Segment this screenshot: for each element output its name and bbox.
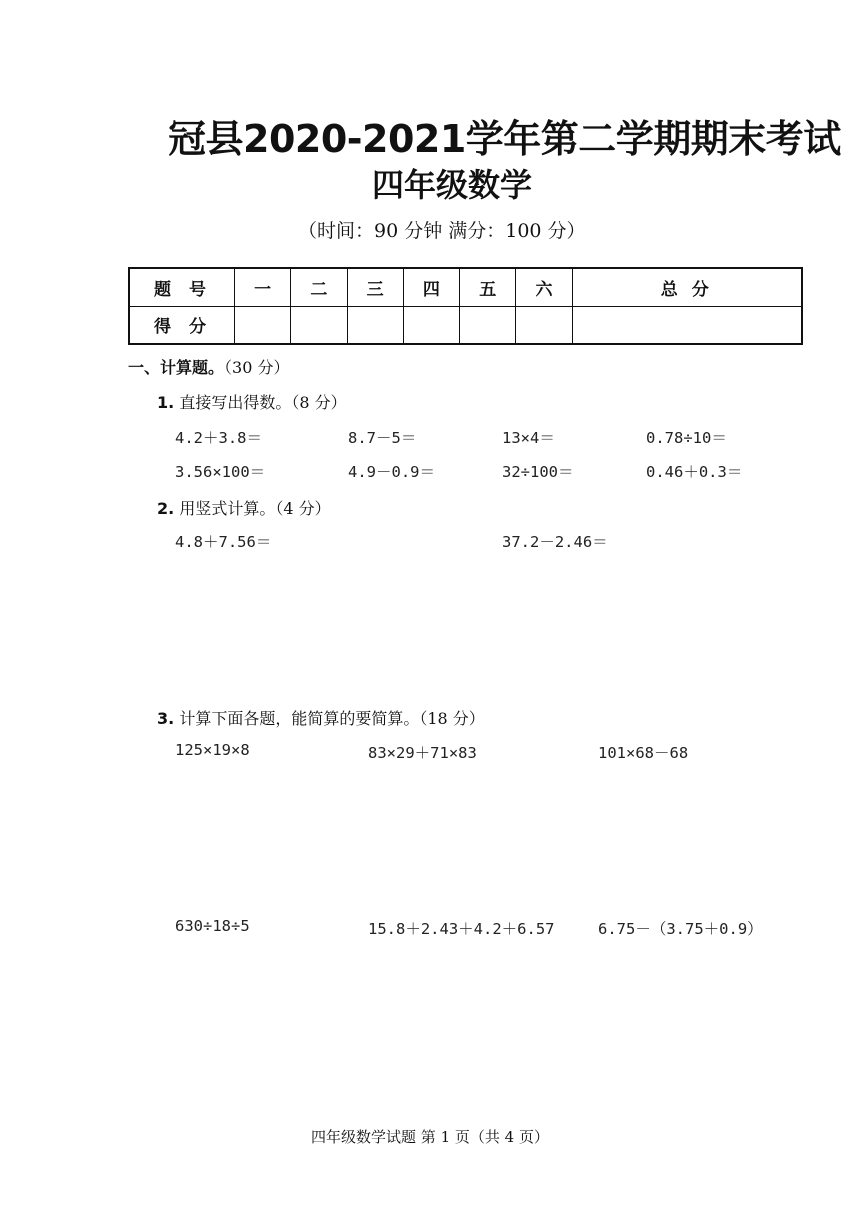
q2-item: 4.8＋7.56＝ bbox=[175, 533, 272, 551]
q3-item: 101×68－68 bbox=[598, 744, 689, 762]
score-cell-1[interactable] bbox=[235, 306, 291, 344]
col-header-4: 四 bbox=[403, 268, 459, 306]
page-footer: 四年级数学试题 第 1 页（共 4 页） bbox=[311, 1128, 549, 1146]
q1-item: 13×4＝ bbox=[502, 429, 555, 447]
q3-item: 83×29＋71×83 bbox=[368, 744, 477, 762]
q2-item: 37.2－2.46＝ bbox=[502, 533, 608, 551]
row-label-score: 得分 bbox=[129, 306, 235, 344]
q1-prompt bbox=[157, 390, 347, 413]
section-1-points: （30 分） bbox=[224, 358, 290, 377]
section-1-title: 一、计算题。 bbox=[128, 358, 225, 377]
q2-prompt bbox=[157, 496, 331, 519]
score-cell-total[interactable] bbox=[572, 306, 802, 344]
q1-item: 32÷100＝ bbox=[502, 463, 574, 481]
row-label-question-number: 题号 bbox=[129, 268, 235, 306]
col-header-1: 一 bbox=[235, 268, 291, 306]
q3-item: 125×19×8 bbox=[175, 741, 250, 759]
section-1-heading bbox=[128, 355, 289, 378]
q3-number: 3. bbox=[157, 709, 175, 728]
score-table bbox=[128, 267, 803, 345]
q3-text: 计算下面各题，能简算的要简算。（18 分） bbox=[179, 709, 485, 728]
score-cell-3[interactable] bbox=[347, 306, 403, 344]
time-info: （时间：90 分钟 满分：100 分） bbox=[298, 220, 586, 242]
q1-text: 直接写出得数。（8 分） bbox=[179, 393, 347, 412]
score-cell-2[interactable] bbox=[291, 306, 347, 344]
q1-item: 0.46＋0.3＝ bbox=[646, 463, 743, 481]
col-header-total: 总分 bbox=[572, 268, 802, 306]
col-header-5: 五 bbox=[460, 268, 516, 306]
q3-prompt bbox=[157, 706, 485, 729]
col-header-2: 二 bbox=[291, 268, 347, 306]
score-cell-6[interactable] bbox=[516, 306, 572, 344]
q2-number: 2. bbox=[157, 499, 175, 518]
col-header-3: 三 bbox=[347, 268, 403, 306]
q1-item: 8.7－5＝ bbox=[348, 429, 417, 447]
exam-subtitle: 四年级数学 bbox=[372, 166, 533, 204]
score-table-header-row bbox=[129, 268, 802, 306]
exam-title: 冠县2020-2021学年第二学期期末考试 bbox=[168, 117, 841, 161]
col-header-6: 六 bbox=[516, 268, 572, 306]
score-cell-5[interactable] bbox=[460, 306, 516, 344]
q1-item: 4.2＋3.8＝ bbox=[175, 429, 262, 447]
score-table-score-row bbox=[129, 306, 802, 344]
q3-item: 15.8＋2.43＋4.2＋6.57 bbox=[368, 920, 555, 938]
q2-text: 用竖式计算。（4 分） bbox=[179, 499, 331, 518]
q1-number: 1. bbox=[157, 393, 175, 412]
score-cell-4[interactable] bbox=[403, 306, 459, 344]
q1-item: 3.56×100＝ bbox=[175, 463, 266, 481]
q3-item: 630÷18÷5 bbox=[175, 917, 250, 935]
q3-item: 6.75－（3.75＋0.9） bbox=[598, 920, 763, 938]
q1-item: 4.9－0.9＝ bbox=[348, 463, 435, 481]
q1-item: 0.78÷10＝ bbox=[646, 429, 727, 447]
